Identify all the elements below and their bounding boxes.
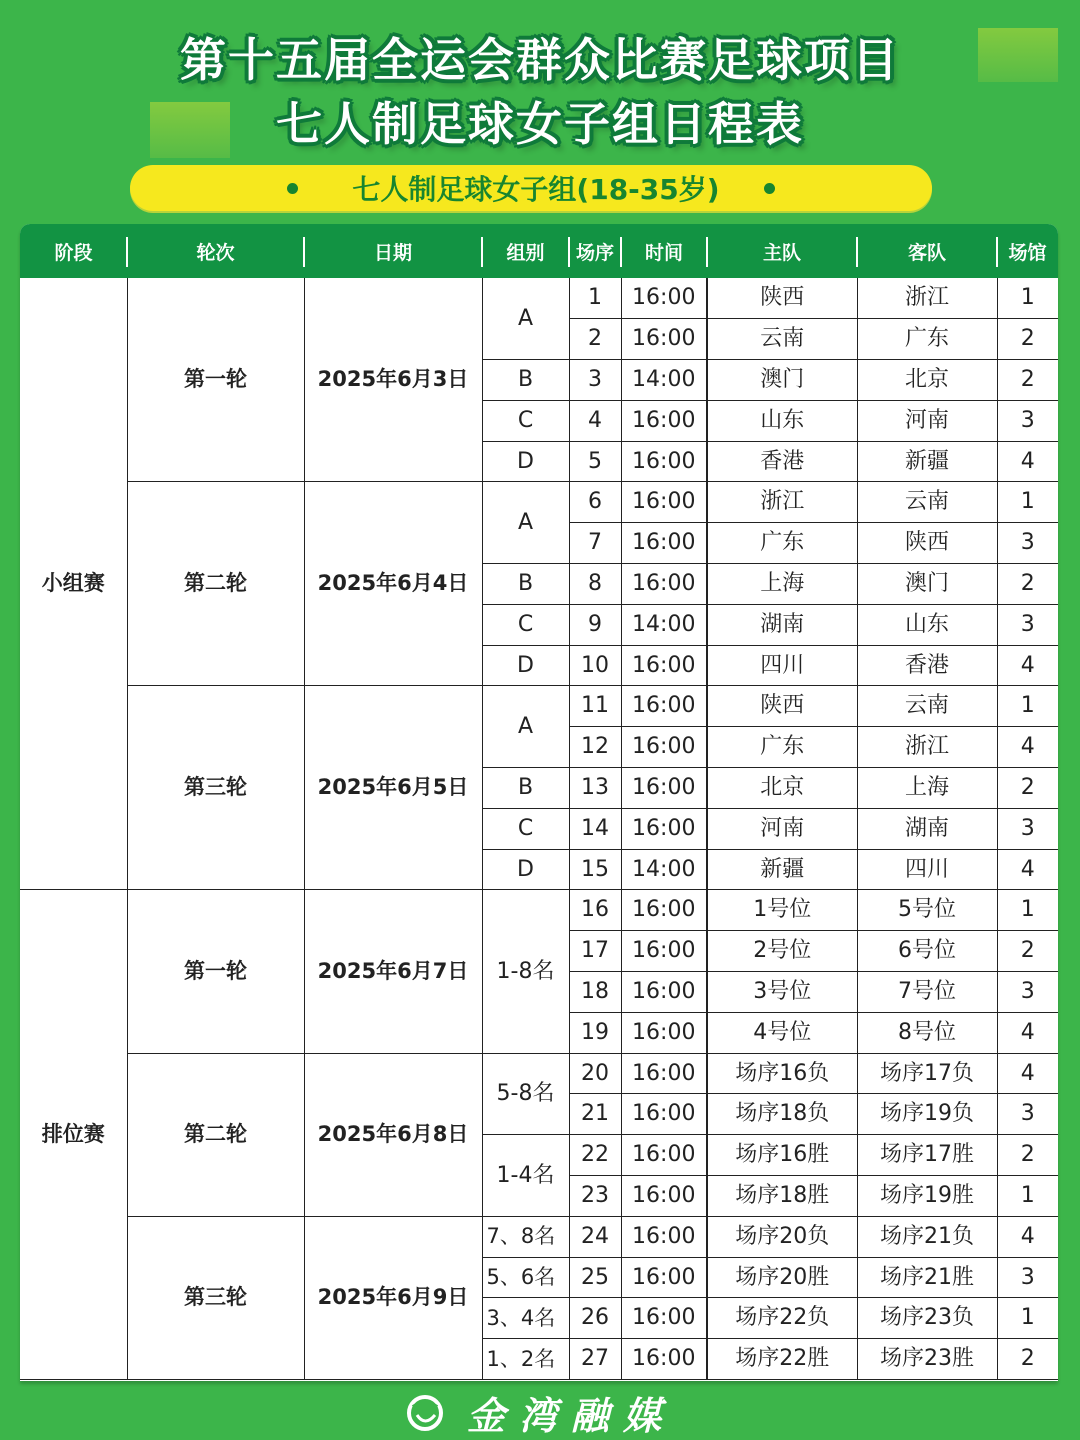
column-header-venue: 场馆 — [1008, 241, 1047, 264]
footer — [0, 1385, 1080, 1440]
group-cell: D — [482, 849, 569, 890]
time-cell: 16:00 — [621, 1216, 707, 1257]
venue-cell: 1 — [997, 1298, 1058, 1339]
time-cell: 16:00 — [621, 1094, 707, 1135]
away-team-cell: 8号位 — [857, 1012, 997, 1053]
stage-cell: 排位赛 — [20, 890, 127, 1380]
away-team-cell: 陕西 — [857, 523, 997, 564]
brand-name: 金湾融媒 — [466, 1394, 675, 1438]
away-team-cell: 7号位 — [857, 972, 997, 1013]
match-no-cell: 25 — [569, 1257, 621, 1298]
home-team-cell: 澳门 — [707, 360, 857, 401]
match-no-cell: 21 — [569, 1094, 621, 1135]
match-no-cell: 2 — [569, 319, 621, 360]
table-row — [20, 890, 1058, 931]
group-cell: B — [482, 768, 569, 809]
time-cell: 16:00 — [621, 564, 707, 605]
time-cell: 16:00 — [621, 1339, 707, 1380]
time-cell: 16:00 — [621, 972, 707, 1013]
home-team-cell: 场序22负 — [707, 1298, 857, 1339]
venue-cell: 3 — [997, 523, 1058, 564]
home-team-cell: 陕西 — [707, 278, 857, 319]
venue-cell: 2 — [997, 1135, 1058, 1176]
match-no-cell: 24 — [569, 1216, 621, 1257]
home-team-cell: 陕西 — [707, 686, 857, 727]
column-header-home: 主队 — [707, 224, 857, 278]
venue-cell: 3 — [997, 1257, 1058, 1298]
date-cell: 2025年6月7日 — [304, 890, 482, 1053]
group-cell: D — [482, 645, 569, 686]
home-team-cell: 3号位 — [707, 972, 857, 1013]
away-team-cell: 场序21胜 — [857, 1257, 997, 1298]
match-no-cell: 16 — [569, 890, 621, 931]
venue-cell: 1 — [997, 890, 1058, 931]
schedule-body — [20, 278, 1058, 1380]
group-cell: A — [482, 482, 569, 564]
venue-cell: 4 — [997, 1216, 1058, 1257]
away-team-cell: 场序19胜 — [857, 1176, 997, 1217]
away-team-cell: 浙江 — [857, 727, 997, 768]
time-cell: 16:00 — [621, 727, 707, 768]
home-team-cell: 场序20胜 — [707, 1257, 857, 1298]
round-cell: 第三轮 — [127, 1216, 304, 1379]
match-no-cell: 20 — [569, 1053, 621, 1094]
time-cell: 16:00 — [621, 931, 707, 972]
home-team-cell: 场序20负 — [707, 1216, 857, 1257]
home-team-cell: 场序16负 — [707, 1053, 857, 1094]
table-row — [20, 278, 1058, 319]
away-team-cell: 浙江 — [857, 278, 997, 319]
home-team-cell: 四川 — [707, 645, 857, 686]
time-cell: 16:00 — [621, 482, 707, 523]
away-team-cell: 云南 — [857, 482, 997, 523]
match-no-cell: 19 — [569, 1012, 621, 1053]
home-team-cell: 湖南 — [707, 604, 857, 645]
match-no-cell: 15 — [569, 849, 621, 890]
match-no-cell: 5 — [569, 441, 621, 482]
category-label: 七人制足球女子组(18-35岁) — [352, 173, 720, 206]
page-subtitle-title: 七人制足球女子组日程表 — [276, 97, 804, 151]
time-cell: 16:00 — [621, 441, 707, 482]
group-cell: 5、6名 — [482, 1257, 569, 1298]
time-cell: 14:00 — [621, 849, 707, 890]
venue-cell: 3 — [997, 604, 1058, 645]
venue-cell: 2 — [997, 768, 1058, 809]
brand-logo-icon — [405, 1393, 445, 1433]
round-cell: 第二轮 — [127, 1053, 304, 1216]
match-no-cell: 17 — [569, 931, 621, 972]
time-cell: 16:00 — [621, 768, 707, 809]
column-header-round: 轮次 — [127, 224, 304, 278]
group-cell: 3、4名 — [482, 1298, 569, 1339]
time-cell: 16:00 — [621, 319, 707, 360]
home-team-cell: 上海 — [707, 564, 857, 605]
time-cell: 16:00 — [621, 890, 707, 931]
match-no-cell: 27 — [569, 1339, 621, 1380]
away-team-cell: 场序17负 — [857, 1053, 997, 1094]
group-cell: A — [482, 278, 569, 360]
venue-cell: 4 — [997, 849, 1058, 890]
venue-cell: 1 — [997, 686, 1058, 727]
match-no-cell: 22 — [569, 1135, 621, 1176]
away-team-cell: 6号位 — [857, 931, 997, 972]
time-cell: 16:00 — [621, 1257, 707, 1298]
venue-cell: 2 — [997, 564, 1058, 605]
match-no-cell: 6 — [569, 482, 621, 523]
match-no-cell: 13 — [569, 768, 621, 809]
home-team-cell: 2号位 — [707, 931, 857, 972]
time-cell: 16:00 — [621, 1298, 707, 1339]
column-header-group: 组别 — [482, 224, 569, 278]
away-team-cell: 新疆 — [857, 441, 997, 482]
group-cell: A — [482, 686, 569, 768]
date-cell: 2025年6月5日 — [304, 686, 482, 890]
time-cell: 14:00 — [621, 360, 707, 401]
column-header-away: 客队 — [857, 224, 997, 278]
home-team-cell: 场序22胜 — [707, 1339, 857, 1380]
home-team-cell: 1号位 — [707, 890, 857, 931]
venue-cell: 4 — [997, 1012, 1058, 1053]
time-cell: 16:00 — [621, 1176, 707, 1217]
venue-cell: 4 — [997, 1053, 1058, 1094]
venue-cell: 2 — [997, 319, 1058, 360]
time-cell: 16:00 — [621, 686, 707, 727]
group-cell: 1-4名 — [482, 1135, 569, 1217]
time-cell: 16:00 — [621, 523, 707, 564]
away-team-cell: 场序17胜 — [857, 1135, 997, 1176]
match-no-cell: 8 — [569, 564, 621, 605]
time-cell: 16:00 — [621, 645, 707, 686]
venue-cell: 1 — [997, 278, 1058, 319]
bullet-icon — [287, 183, 298, 194]
match-no-cell: 1 — [569, 278, 621, 319]
away-team-cell: 北京 — [857, 360, 997, 401]
group-cell: 5-8名 — [482, 1053, 569, 1135]
away-team-cell: 四川 — [857, 849, 997, 890]
match-no-cell: 12 — [569, 727, 621, 768]
home-team-cell: 场序18胜 — [707, 1176, 857, 1217]
group-cell: D — [482, 441, 569, 482]
home-team-cell: 河南 — [707, 808, 857, 849]
venue-cell: 4 — [997, 441, 1058, 482]
match-no-cell: 11 — [569, 686, 621, 727]
group-cell: 1-8名 — [482, 890, 569, 1053]
away-team-cell: 广东 — [857, 319, 997, 360]
time-cell: 16:00 — [621, 1053, 707, 1094]
away-team-cell: 场序23负 — [857, 1298, 997, 1339]
venue-cell: 2 — [997, 1339, 1058, 1380]
match-no-cell: 9 — [569, 604, 621, 645]
venue-cell: 1 — [997, 482, 1058, 523]
away-team-cell: 场序19负 — [857, 1094, 997, 1135]
time-cell: 14:00 — [621, 604, 707, 645]
round-cell: 第一轮 — [127, 890, 304, 1053]
match-no-cell: 10 — [569, 645, 621, 686]
away-team-cell: 5号位 — [857, 890, 997, 931]
home-team-cell: 山东 — [707, 400, 857, 441]
away-team-cell: 香港 — [857, 645, 997, 686]
home-team-cell: 云南 — [707, 319, 857, 360]
group-cell: 7、8名 — [482, 1216, 569, 1257]
bullet-icon — [764, 183, 775, 194]
table-row — [20, 1216, 1058, 1257]
round-cell: 第一轮 — [127, 278, 304, 482]
table-row — [20, 482, 1058, 523]
away-team-cell: 场序23胜 — [857, 1339, 997, 1380]
venue-cell: 4 — [997, 645, 1058, 686]
group-cell: 1、2名 — [482, 1339, 569, 1380]
match-no-cell: 14 — [569, 808, 621, 849]
page-title: 第十五届全运会群众比赛足球项目 — [180, 33, 900, 87]
time-cell: 16:00 — [621, 808, 707, 849]
time-cell: 16:00 — [621, 278, 707, 319]
match-no-cell: 4 — [569, 400, 621, 441]
round-cell: 第三轮 — [127, 686, 304, 890]
time-cell: 16:00 — [621, 1012, 707, 1053]
group-cell: B — [482, 360, 569, 401]
away-team-cell: 河南 — [857, 400, 997, 441]
match-no-cell: 23 — [569, 1176, 621, 1217]
group-cell: B — [482, 564, 569, 605]
table-row — [20, 686, 1058, 727]
home-team-cell: 场序18负 — [707, 1094, 857, 1135]
column-header-match-no: 场序 — [569, 224, 621, 278]
home-team-cell: 北京 — [707, 768, 857, 809]
away-team-cell: 场序21负 — [857, 1216, 997, 1257]
venue-cell: 1 — [997, 1176, 1058, 1217]
venue-cell: 2 — [997, 360, 1058, 401]
venue-cell: 2 — [997, 931, 1058, 972]
match-no-cell: 26 — [569, 1298, 621, 1339]
time-cell: 16:00 — [621, 400, 707, 441]
venue-cell: 3 — [997, 400, 1058, 441]
table-row — [20, 1053, 1058, 1094]
home-team-cell: 浙江 — [707, 482, 857, 523]
schedule-table — [20, 224, 1058, 1381]
match-no-cell: 3 — [569, 360, 621, 401]
away-team-cell: 山东 — [857, 604, 997, 645]
date-cell: 2025年6月4日 — [304, 482, 482, 686]
round-cell: 第二轮 — [127, 482, 304, 686]
group-cell: C — [482, 400, 569, 441]
group-cell: C — [482, 808, 569, 849]
away-team-cell: 上海 — [857, 768, 997, 809]
away-team-cell: 湖南 — [857, 808, 997, 849]
column-header-stage: 阶段 — [20, 224, 127, 278]
away-team-cell: 澳门 — [857, 564, 997, 605]
venue-cell: 3 — [997, 972, 1058, 1013]
stage-cell: 小组赛 — [20, 278, 127, 890]
home-team-cell: 新疆 — [707, 849, 857, 890]
date-cell: 2025年6月9日 — [304, 1216, 482, 1379]
home-team-cell: 广东 — [707, 523, 857, 564]
away-team-cell: 云南 — [857, 686, 997, 727]
date-cell: 2025年6月3日 — [304, 278, 482, 482]
match-no-cell: 18 — [569, 972, 621, 1013]
match-no-cell: 7 — [569, 523, 621, 564]
column-header-time: 时间 — [621, 224, 707, 278]
column-header-date: 日期 — [304, 224, 482, 278]
home-team-cell: 4号位 — [707, 1012, 857, 1053]
category-banner — [130, 165, 932, 211]
time-cell: 16:00 — [621, 1135, 707, 1176]
date-cell: 2025年6月8日 — [304, 1053, 482, 1216]
venue-cell: 3 — [997, 808, 1058, 849]
venue-cell: 4 — [997, 727, 1058, 768]
home-team-cell: 广东 — [707, 727, 857, 768]
home-team-cell: 香港 — [707, 441, 857, 482]
group-cell: C — [482, 604, 569, 645]
venue-cell: 3 — [997, 1094, 1058, 1135]
home-team-cell: 场序16胜 — [707, 1135, 857, 1176]
table-header-row — [20, 224, 1058, 278]
